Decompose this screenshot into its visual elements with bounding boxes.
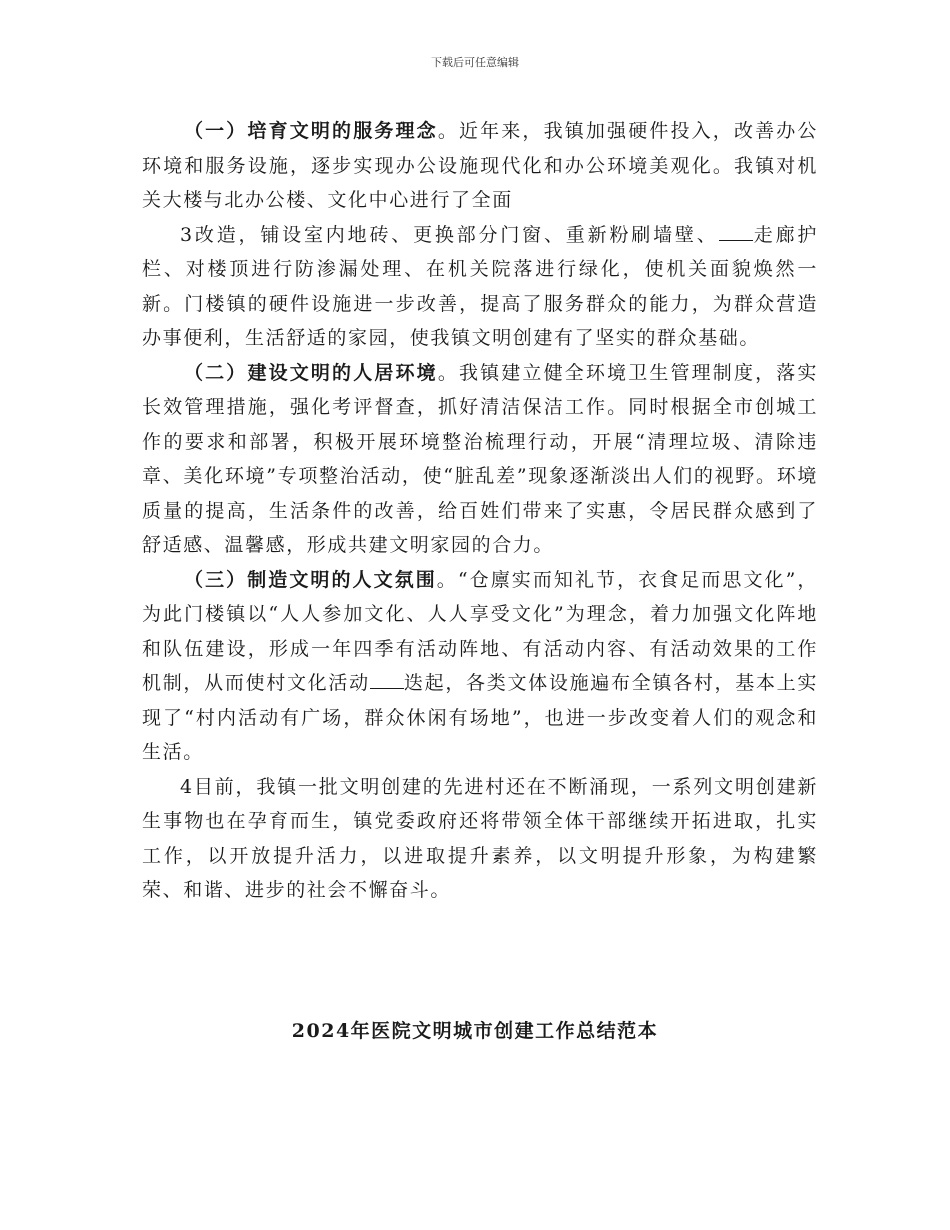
fill-blank bbox=[719, 222, 753, 241]
paragraph-text: 3改造，铺设室内地砖、更换部分门窗、重新粉刷墙壁、 bbox=[180, 223, 719, 246]
section-heading-3: （三）制造文明的人文氛围 bbox=[184, 568, 437, 591]
document-title: 2024年医院文明城市创建工作总结范本 bbox=[291, 1020, 659, 1042]
document-body bbox=[142, 114, 818, 908]
paragraph-cultural-atmosphere bbox=[142, 563, 818, 770]
section-heading-2: （二）建设文明的人居环境 bbox=[184, 361, 438, 384]
paragraph-renovation bbox=[142, 218, 818, 356]
paragraph-text: 迭起，各类文体设施遍布全镇各村，基本上实现了“村内活动有广场，群众休闲有场地”，也进一步改变着人们的观念和生活。 bbox=[142, 672, 818, 763]
section-heading-1: （一）培育文明的服务理念 bbox=[184, 120, 438, 142]
page-header: 下载后可任意编辑 bbox=[431, 56, 519, 69]
paragraph-text: 走廊护栏、对楼顶进行防渗漏处理、在机关院落进行绿化，使机关面貌焕然一新。门楼镇的硬件设施进一步改善，提高了服务群众的能力，为群众营造办事便利，生活舒适的家园，使我镇文明创建有了坚实的群众基础。 bbox=[142, 223, 818, 349]
paragraph-service-concept bbox=[142, 114, 818, 218]
paragraph-text: 。“仓廪实而知礼节，衣食足而思文化”，为此门楼镇以“人人参加文化、人人享受文化”为理念，着力加强文化阵地和队伍建设，形成一年四季有活动阵地、有活动内容、有活动效果的工作机制，从而使村文化活动 bbox=[142, 568, 819, 694]
paragraph-living-environment bbox=[142, 356, 818, 563]
paragraph-text: 。我镇建立健全环境卫生管理制度，落实长效管理措施，强化考评督查，抓好清洁保洁工作。同时根据全市创城工作的要求和部署，积极开展环境整治梳理行动，开展“清理垃圾、清除违章、美化环境”专项整治活动，使“脏乱差”现象逐渐淡出人们的视野。环境质量的提高，生活条件的改善，给百姓们带来了实惠，令居民群众感到了舒适感、温馨感，形成共建文明家园的合力。 bbox=[142, 361, 818, 556]
fill-blank bbox=[370, 670, 404, 689]
paragraph-text: 4目前，我镇一批文明创建的先进村还在不断涌现，一系列文明创建新生事物也在孕育而生，镇党委政府还将带领全体干部继续开拓进取，扎实工作，以开放提升活力，以进取提升素养，以文明提升形象，为构建繁荣、和谐、进步的社会不懈奋斗。 bbox=[142, 775, 818, 901]
paragraph-text: 。近年来，我镇加强硬件投入，改善办公环境和服务设施，逐步实现办公设施现代化和办公环境美观化。我镇对机关大楼与北办公楼、文化中心进行了全面 bbox=[142, 120, 818, 211]
paragraph-outlook bbox=[142, 770, 818, 908]
